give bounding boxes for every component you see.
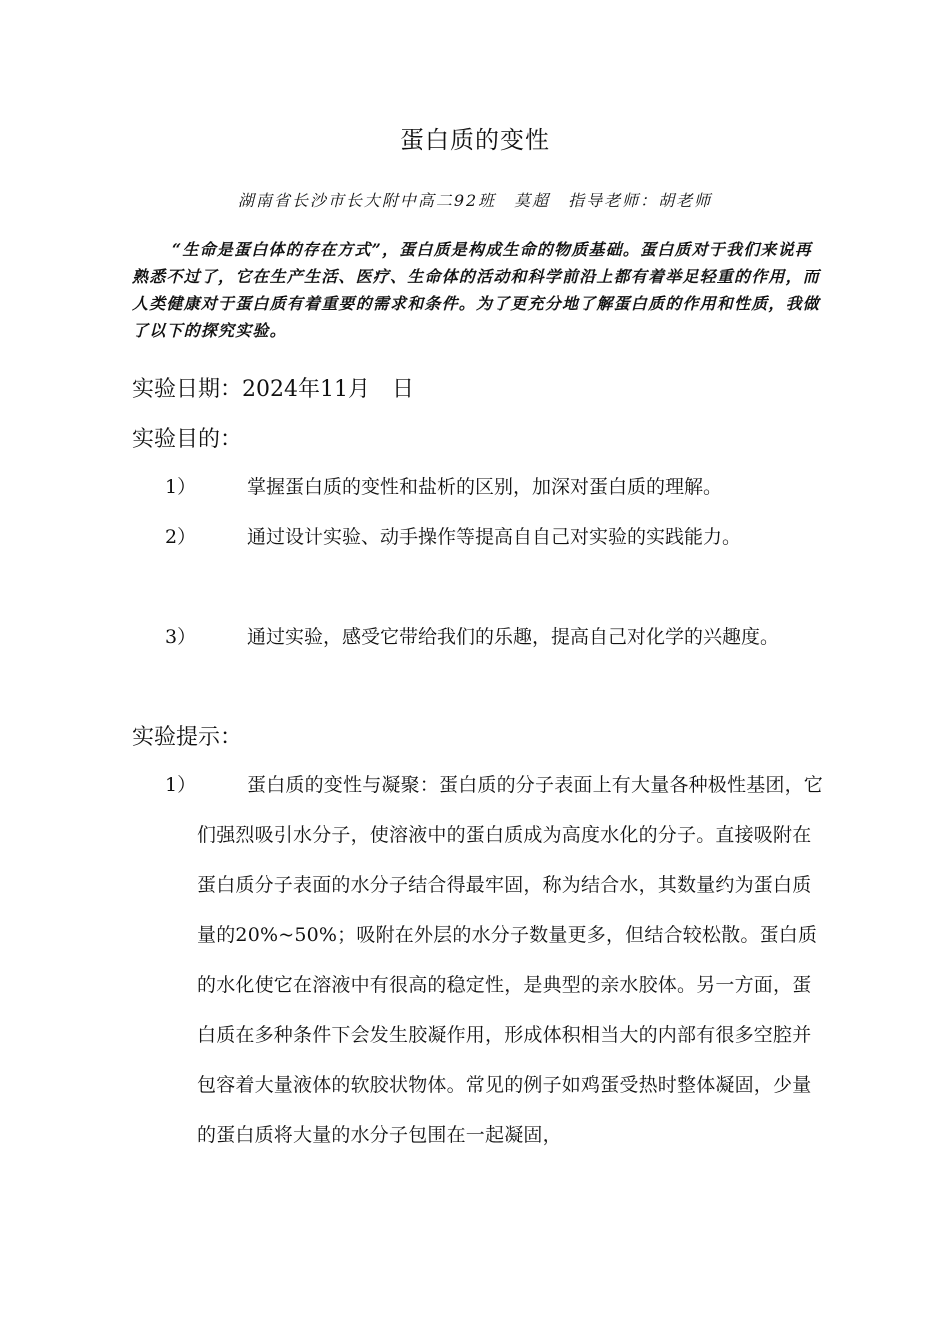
- list-item: [165, 612, 825, 662]
- experiment-date: 实验日期：2024年11月 日: [132, 377, 414, 402]
- list-item: [165, 462, 825, 512]
- list-number: 1）: [165, 476, 197, 498]
- list-number: 3）: [165, 626, 197, 648]
- purpose-heading: 实验目的：: [132, 427, 243, 452]
- hints-heading: 实验提示：: [132, 725, 243, 750]
- author-byline: 湖南省长沙市长大附中高二92班 莫超 指导老师：胡老师: [237, 191, 713, 210]
- list-text: 掌握蛋白质的变性和盐析的区别，加深对蛋白质的理解。: [247, 476, 723, 498]
- list-item: [165, 760, 825, 1160]
- document-title: 蛋白质的变性: [400, 126, 550, 154]
- list-text: 通过设计实验、动手操作等提高自自己对实验的实践能力。: [247, 526, 742, 548]
- abstract-paragraph: “生命是蛋白体的存在方式”，蛋白质是构成生命的物质基础。蛋白质对于我们来说再熟悉不过了，它在生产生活、医疗、生命体的活动和科学前沿上都有着举足轻重的作用，而人类健康对于蛋白质有着重要的需求和条件。为了更充分地了解蛋白质的作用和性质，我做了以下的探究实验。: [132, 240, 821, 340]
- list-number: 1）: [165, 774, 197, 796]
- list-text: 通过实验，感受它带给我们的乐趣，提高自己对化学的兴趣度。: [247, 626, 780, 648]
- list-item: [165, 512, 825, 562]
- list-number: 2）: [165, 526, 197, 548]
- list-text: 蛋白质的变性与凝聚：蛋白质的分子表面上有大量各种极性基团，它们强烈吸引水分子，使溶液中的蛋白质成为高度水化的分子。直接吸附在蛋白质分子表面的水分子结合得最牢固，称为结合水，其数量约为蛋白质量的20%~50%；吸附在外层的水分子数量更多，但结合较松散。蛋白质的水化使它在溶液中有很高的稳定性，是典型的亲水胶体。另一方面，蛋白质在多种条件下会发生胶凝作用，形成体积相当大的内部有很多空腔并包容着大量液体的软胶状物体。常见的例子如鸡蛋受热时整体凝固，少量的蛋白质将大量的水分子包围在一起凝固，: [197, 774, 824, 1146]
